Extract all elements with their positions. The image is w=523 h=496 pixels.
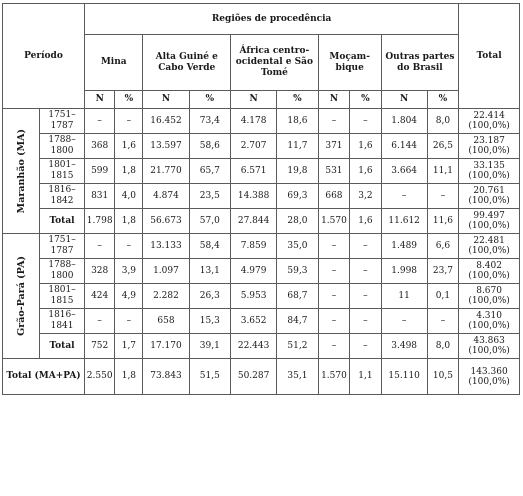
pct-header: % <box>350 91 381 109</box>
count-cell: 831 <box>85 184 115 209</box>
percent-cell: 1,1 <box>350 359 381 395</box>
table-row <box>3 259 520 284</box>
group-total-row <box>3 334 520 359</box>
percent-cell: 3,9 <box>115 259 143 284</box>
percent-cell: 59,3 <box>277 259 319 284</box>
row-total-cell <box>459 234 520 259</box>
n-header: N <box>318 91 349 109</box>
row-total-pct: (100,0%) <box>468 171 510 181</box>
row-total-pct: (100,0%) <box>468 296 510 306</box>
percent-cell: 1,6 <box>115 134 143 159</box>
period-cell: 1751–1787 <box>40 109 85 134</box>
percent-cell: 8,0 <box>427 109 459 134</box>
count-cell: 371 <box>318 134 349 159</box>
periodo-header: Período <box>3 4 85 109</box>
count-cell: 4.874 <box>143 184 189 209</box>
percent-cell: 68,7 <box>277 284 319 309</box>
percent-cell: 4,0 <box>115 184 143 209</box>
count-cell: 3.664 <box>381 159 427 184</box>
row-total-cell <box>459 184 520 209</box>
percent-cell: – <box>427 309 459 334</box>
pct-header: % <box>277 91 319 109</box>
count-cell: – <box>318 259 349 284</box>
pct-header: % <box>115 91 143 109</box>
percent-cell: 57,0 <box>189 209 231 234</box>
count-cell: 13.597 <box>143 134 189 159</box>
percent-cell: 6,6 <box>427 234 459 259</box>
row-total-value: 33.135 <box>473 161 505 171</box>
percent-cell: 3,2 <box>350 184 381 209</box>
count-cell: 658 <box>143 309 189 334</box>
total-header: Total <box>459 4 520 109</box>
percent-cell: – <box>427 184 459 209</box>
percent-cell: 4,9 <box>115 284 143 309</box>
count-cell: 1.998 <box>381 259 427 284</box>
percent-cell: 58,4 <box>189 234 231 259</box>
count-cell: – <box>85 109 115 134</box>
region-header-africa-centro: África centro-ocidental e São Tomé <box>231 35 319 91</box>
percent-cell: 1,6 <box>350 134 381 159</box>
percent-cell: 10,5 <box>427 359 459 395</box>
count-cell: – <box>318 234 349 259</box>
count-cell: 11 <box>381 284 427 309</box>
count-cell: 2.707 <box>231 134 277 159</box>
percent-cell: – <box>115 109 143 134</box>
percent-cell: – <box>350 284 381 309</box>
row-total-pct: (100,0%) <box>468 376 510 387</box>
row-total-value: 23.187 <box>473 136 505 146</box>
row-total-value: 8.402 <box>476 261 502 271</box>
group-total-label: Total <box>40 209 85 234</box>
count-cell: 6.144 <box>381 134 427 159</box>
percent-cell: 51,2 <box>277 334 319 359</box>
grand-total-row <box>3 359 520 395</box>
period-cell: 1788–1800 <box>40 259 85 284</box>
percent-cell: 1,8 <box>115 209 143 234</box>
percent-cell: 39,1 <box>189 334 231 359</box>
row-total-cell <box>459 134 520 159</box>
period-cell: 1801–1815 <box>40 159 85 184</box>
row-total-pct: (100,0%) <box>468 146 510 156</box>
count-cell: 1.804 <box>381 109 427 134</box>
region-header-alta-guine: Alta Guiné e Cabo Verde <box>143 35 231 91</box>
count-cell: 4.178 <box>231 109 277 134</box>
row-total-cell <box>459 109 520 134</box>
origin-table <box>2 3 520 395</box>
table-row <box>3 159 520 184</box>
count-cell: 599 <box>85 159 115 184</box>
percent-cell: 1,7 <box>115 334 143 359</box>
row-total-pct: (100,0%) <box>468 246 510 256</box>
table-row <box>3 184 520 209</box>
row-total-pct: (100,0%) <box>468 321 510 331</box>
n-header: N <box>381 91 427 109</box>
percent-cell: 73,4 <box>189 109 231 134</box>
percent-cell: 11,1 <box>427 159 459 184</box>
percent-cell: 26,3 <box>189 284 231 309</box>
row-total-value: 4.310 <box>476 311 502 321</box>
percent-cell: – <box>115 234 143 259</box>
count-cell: 11.612 <box>381 209 427 234</box>
count-cell: 13.133 <box>143 234 189 259</box>
percent-cell: – <box>350 309 381 334</box>
percent-cell: – <box>350 259 381 284</box>
table-row <box>3 284 520 309</box>
percent-cell: – <box>350 334 381 359</box>
row-total-value: 22.481 <box>473 236 505 246</box>
count-cell: 1.570 <box>318 209 349 234</box>
count-cell: – <box>318 334 349 359</box>
period-cell: 1801–1815 <box>40 284 85 309</box>
percent-cell: 23,7 <box>427 259 459 284</box>
row-total-pct: (100,0%) <box>468 196 510 206</box>
count-cell: 6.571 <box>231 159 277 184</box>
count-cell: 3.652 <box>231 309 277 334</box>
group-total-row <box>3 209 520 234</box>
count-cell: 22.443 <box>231 334 277 359</box>
percent-cell: 58,6 <box>189 134 231 159</box>
count-cell: 15.110 <box>381 359 427 395</box>
count-cell: 752 <box>85 334 115 359</box>
row-total-pct: (100,0%) <box>468 271 510 281</box>
row-total-cell <box>459 209 520 234</box>
row-total-pct: (100,0%) <box>468 121 510 131</box>
count-cell: – <box>318 109 349 134</box>
count-cell: 14.388 <box>231 184 277 209</box>
percent-cell: 51,5 <box>189 359 231 395</box>
percent-cell: 8,0 <box>427 334 459 359</box>
percent-cell: 1,8 <box>115 159 143 184</box>
percent-cell: 23,5 <box>189 184 231 209</box>
row-total-pct: (100,0%) <box>468 346 510 356</box>
percent-cell: 26,5 <box>427 134 459 159</box>
row-total-value: 99.497 <box>473 211 505 221</box>
count-cell: 1.489 <box>381 234 427 259</box>
count-cell: 1.798 <box>85 209 115 234</box>
region-header-mocambique: Moçam-bique <box>318 35 381 91</box>
group-label-cell <box>3 109 40 234</box>
percent-cell: 13,1 <box>189 259 231 284</box>
count-cell: 4.979 <box>231 259 277 284</box>
row-total-cell <box>459 309 520 334</box>
count-cell: – <box>318 284 349 309</box>
percent-cell: 28,0 <box>277 209 319 234</box>
count-cell: 1.097 <box>143 259 189 284</box>
group-label-cell <box>3 234 40 359</box>
group-total-label: Total <box>40 334 85 359</box>
row-total-value: 22.414 <box>473 111 505 121</box>
count-cell: 21.770 <box>143 159 189 184</box>
count-cell: 2.550 <box>85 359 115 395</box>
percent-cell: 11,7 <box>277 134 319 159</box>
row-total-cell <box>459 284 520 309</box>
count-cell: 668 <box>318 184 349 209</box>
row-total-value: 143.360 <box>470 366 508 377</box>
count-cell: 368 <box>85 134 115 159</box>
count-cell: 50.287 <box>231 359 277 395</box>
percent-cell: 18,6 <box>277 109 319 134</box>
percent-cell: 65,7 <box>189 159 231 184</box>
percent-cell: – <box>350 109 381 134</box>
count-cell: 1.570 <box>318 359 349 395</box>
count-cell: 27.844 <box>231 209 277 234</box>
count-cell: – <box>318 309 349 334</box>
pct-header: % <box>427 91 459 109</box>
count-cell: 16.452 <box>143 109 189 134</box>
percent-cell: 35,1 <box>277 359 319 395</box>
row-total-pct: (100,0%) <box>468 221 510 231</box>
count-cell: 2.282 <box>143 284 189 309</box>
regioes-header: Regiões de procedência <box>85 4 459 35</box>
percent-cell: – <box>115 309 143 334</box>
n-header: N <box>143 91 189 109</box>
grand-total-label: Total (MA+PA) <box>3 359 85 395</box>
period-cell: 1788–1800 <box>40 134 85 159</box>
count-cell: 7.859 <box>231 234 277 259</box>
count-cell: 56.673 <box>143 209 189 234</box>
count-cell: 5.953 <box>231 284 277 309</box>
count-cell: – <box>85 234 115 259</box>
count-cell: – <box>381 309 427 334</box>
n-header: N <box>85 91 115 109</box>
percent-cell: 1,8 <box>115 359 143 395</box>
count-cell: 424 <box>85 284 115 309</box>
row-total-cell <box>459 334 520 359</box>
count-cell: – <box>381 184 427 209</box>
n-header: N <box>231 91 277 109</box>
count-cell: 531 <box>318 159 349 184</box>
region-header-mina: Mina <box>85 35 143 91</box>
period-cell: 1816–1842 <box>40 184 85 209</box>
group-label: Grão-Pará (PA) <box>15 256 27 336</box>
percent-cell: 69,3 <box>277 184 319 209</box>
count-cell: 73.843 <box>143 359 189 395</box>
row-total-cell <box>459 359 520 395</box>
pct-header: % <box>189 91 231 109</box>
count-cell: 3.498 <box>381 334 427 359</box>
percent-cell: 15,3 <box>189 309 231 334</box>
group-label: Maranhão (MA) <box>15 128 27 214</box>
percent-cell: 11,6 <box>427 209 459 234</box>
table-row <box>3 309 520 334</box>
row-total-value: 20.761 <box>473 186 505 196</box>
region-header-outras: Outras partes do Brasil <box>381 35 459 91</box>
percent-cell: 1,6 <box>350 209 381 234</box>
percent-cell: 1,6 <box>350 159 381 184</box>
count-cell: – <box>85 309 115 334</box>
percent-cell: 19,8 <box>277 159 319 184</box>
count-cell: 17.170 <box>143 334 189 359</box>
row-total-cell <box>459 259 520 284</box>
table-row <box>3 134 520 159</box>
table-row <box>3 109 520 134</box>
period-cell: 1816–1841 <box>40 309 85 334</box>
period-cell: 1751–1787 <box>40 234 85 259</box>
row-total-value: 43.863 <box>473 336 505 346</box>
table-row <box>3 234 520 259</box>
row-total-value: 8.670 <box>476 286 502 296</box>
count-cell: 328 <box>85 259 115 284</box>
row-total-cell <box>459 159 520 184</box>
percent-cell: – <box>350 234 381 259</box>
percent-cell: 84,7 <box>277 309 319 334</box>
percent-cell: 0,1 <box>427 284 459 309</box>
percent-cell: 35,0 <box>277 234 319 259</box>
